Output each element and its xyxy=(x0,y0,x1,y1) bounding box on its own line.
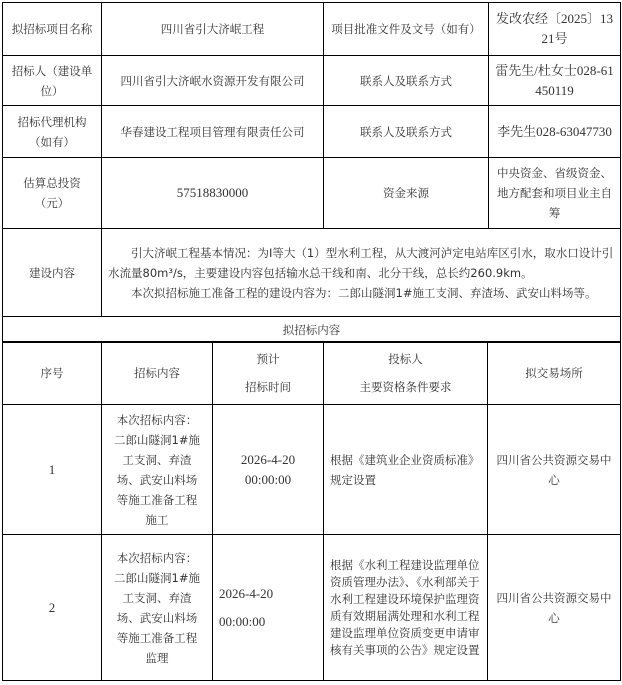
row-content: 本次招标内容：二郎山隧洞1#施工支洞、弃渣场、武安山料场等施工准备工程施工 xyxy=(102,405,213,535)
header-req-line2: 主要资格条件要求 xyxy=(359,380,452,394)
row-clock: 00:00:00 xyxy=(244,471,292,487)
row-date: 2026-4-20 xyxy=(219,585,274,601)
header-time xyxy=(213,342,324,405)
header-req-line1: 投标人 xyxy=(388,352,423,366)
project-info-table xyxy=(2,2,621,343)
row-seq: 2 xyxy=(3,535,102,681)
row-time xyxy=(213,535,324,681)
investment-value: 57518830000 xyxy=(102,158,324,229)
agency-label: 招标代理机构（如有） xyxy=(3,106,102,158)
row-venue: 四川省公共资源交易中心 xyxy=(488,405,621,535)
construction-content-label: 建设内容 xyxy=(3,229,102,317)
row-construction-content xyxy=(3,229,621,317)
header-requirements xyxy=(324,342,488,405)
tenderer-label: 招标人（建设单位） xyxy=(3,56,102,106)
row-requirement: 根据《水利工程建设监理单位资质管理办法》、《水利部关于水利工程建设环境保护监理资质有效期届满处理和水利工程建设监理单位资质变更申请审核有关事项的公告》规定设置 xyxy=(324,535,488,681)
tender-items-table xyxy=(2,341,621,681)
row-content: 本次招标内容：二郎山隧洞1#施工支洞、弃渣场、武安山料场等施工准备工程监理 xyxy=(102,535,213,681)
table-row xyxy=(3,405,621,535)
agency-value: 华春建设工程项目管理有限责任公司 xyxy=(102,106,324,158)
table-row xyxy=(3,535,621,681)
tenderer-contact-value: 雷先生/杜女士028-61450119 xyxy=(489,56,621,106)
row-project-name xyxy=(3,3,621,56)
header-time-line2: 招标时间 xyxy=(245,380,291,394)
tender-header-row xyxy=(3,342,621,405)
project-name-value: 四川省引大济岷工程 xyxy=(102,3,324,56)
header-time-line1: 预计 xyxy=(256,352,280,366)
investment-label: 估算总投资（元） xyxy=(3,158,102,229)
row-venue: 四川省公共资源交易中心 xyxy=(488,535,621,681)
agency-contact-value: 李先生028-63047730 xyxy=(489,106,621,158)
tender-section-title: 拟招标内容 xyxy=(3,317,621,343)
header-seq: 序号 xyxy=(3,342,102,405)
header-venue: 拟交易场所 xyxy=(488,342,621,405)
row-seq: 1 xyxy=(3,405,102,535)
row-agency xyxy=(3,106,621,158)
project-name-label: 拟招标项目名称 xyxy=(3,3,102,56)
row-investment xyxy=(3,158,621,229)
header-content: 招标内容 xyxy=(102,342,213,405)
row-tender-section-title xyxy=(3,317,621,343)
approval-value: 发改农经〔2025〕1321号 xyxy=(489,3,621,56)
row-requirement: 根据《建筑业企业资质标准》规定设置 xyxy=(324,405,488,535)
row-date: 2026-4-20 xyxy=(240,451,296,467)
approval-label: 项目批准文件及文号（如有） xyxy=(324,3,489,56)
funding-value: 中央资金、省级资金、地方配套和项目业主自筹 xyxy=(489,158,621,229)
content-paragraph-2: 本次拟招标施工准备工程的建设内容为：二郎山隧洞1#施工支洞、弃渣场、武安山料场等。 xyxy=(131,285,597,300)
funding-label: 资金来源 xyxy=(324,158,489,229)
row-clock: 00:00:00 xyxy=(219,613,266,629)
agency-contact-label: 联系人及联系方式 xyxy=(324,106,489,158)
row-time xyxy=(213,405,324,535)
content-paragraph-1: 引大济岷工程基本情况：为Ⅰ等大（1）型水利工程，从大渡河泸定电站库区引水，取水口设计引水流量80m³/s，主要建设内容包括输水总干线和南、北分干线，总长约260.9km。 xyxy=(108,245,614,280)
tenderer-value: 四川省引大济岷水资源开发有限公司 xyxy=(102,56,324,106)
construction-content-value xyxy=(102,229,621,317)
row-tenderer xyxy=(3,56,621,106)
tenderer-contact-label: 联系人及联系方式 xyxy=(324,56,489,106)
